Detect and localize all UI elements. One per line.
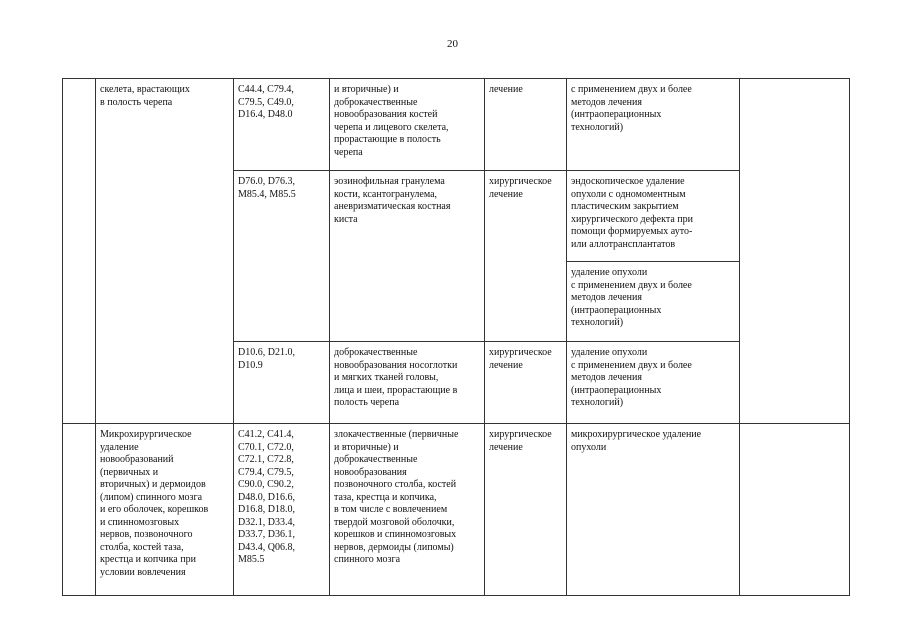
codes-cell: C44.4, C79.4, C79.5, C49.0, D16.4, D48.0 (234, 79, 330, 171)
model-cell: эозинофильная гранулема кости, ксантогранулема, аневризматическая костная киста (330, 171, 485, 342)
model-cell: и вторичные) и доброкачественные новообразования костей черепа и лицевого скелета, прорастающие в полость черепа (330, 79, 485, 171)
treatment-type-cell: хирургическое лечение (485, 171, 567, 342)
name-cell: Микрохирургическое удаление новообразований (первичных и вторичных) и дермоидов (липом) спинного мозга и его оболочек, корешков и спинномозговых нервов, позвоночного столба, костей таза, крестца и копчика при условии вовлечения (96, 424, 234, 596)
model-cell: злокачественные (первичные и вторичные) и доброкачественные новообразования позвоночного столба, костей таза, крестца и копчика, в том числе с вовлечением твердой мозговой оболочки, корешков и спинномозговых нервов, дермоиды (липомы) спинного мозга (330, 424, 485, 596)
treatment-type-cell: хирургическое лечение (485, 342, 567, 424)
number-cell (63, 424, 96, 596)
page-number: 20 (447, 38, 458, 50)
treatment-table (62, 78, 850, 596)
method-cell: удаление опухоли с применением двух и более методов лечения (интраоперационных технологий) (567, 342, 740, 424)
number-cell (63, 79, 96, 424)
codes-cell: C41.2, C41.4, C70.1, C72.0, C72.1, C72.8, C79.4, C79.5, C90.0, C90.2, D48.0, D16.6, D16.8, D18.0, D32.1, D33.4, D33.7, D36.1, D43.4, Q06.8, M85.5 (234, 424, 330, 596)
table-row (63, 79, 850, 171)
name-cell: скелета, врастающих в полость черепа (96, 79, 234, 424)
method-cell: удаление опухоли с применением двух и более методов лечения (интраоперационных технологий) (567, 262, 740, 342)
codes-cell: D10.6, D21.0, D10.9 (234, 342, 330, 424)
treatment-type-cell: хирургическое лечение (485, 424, 567, 596)
method-cell: с применением двух и более методов лечения (интраоперационных технологий) (567, 79, 740, 171)
model-cell: доброкачественные новообразования носоглотки и мягких тканей головы, лица и шеи, прорастающие в полость черепа (330, 342, 485, 424)
norm-cell (740, 424, 850, 596)
table-row (63, 424, 850, 596)
codes-cell: D76.0, D76.3, M85.4, M85.5 (234, 171, 330, 342)
norm-cell (740, 79, 850, 424)
method-cell: эндоскопическое удаление опухоли с одномоментным пластическим закрытием хирургического дефекта при помощи формируемых ауто- или аллотрансплантатов (567, 171, 740, 262)
treatment-type-cell: лечение (485, 79, 567, 171)
method-cell: микрохирургическое удаление опухоли (567, 424, 740, 596)
